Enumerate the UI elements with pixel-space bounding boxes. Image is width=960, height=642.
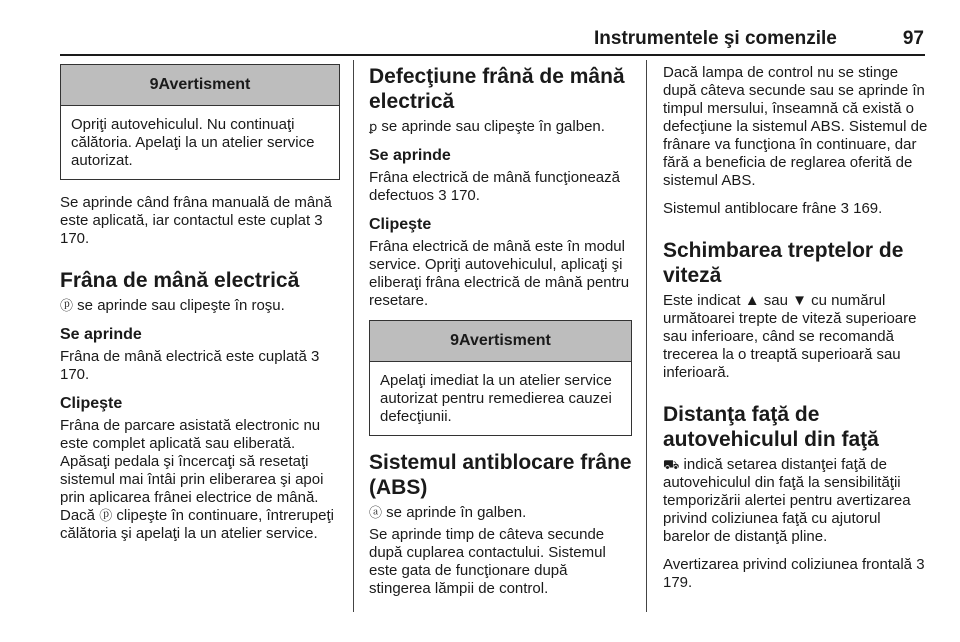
page-number: 97 <box>902 28 924 49</box>
subheading-lights: Se aprinde <box>60 326 142 343</box>
flashes-text-a: Frâna de parcare asistată electronic nu este complet aplicată sau eliberată. Apăsaţi pedala şi încercaţi să resetaţi sistemul mai întâi prin eliberarea şi apoi prin aplicarea frânei electrice de mână. Dacă <box>60 417 324 524</box>
column-divider-1 <box>353 60 354 612</box>
lead-text: se aprinde sau clipeşte în roşu. <box>73 297 285 314</box>
abs-heading: Sistemul antiblocare frâne (ABS) <box>369 451 632 499</box>
subheading-flashes: Clipeşte <box>60 395 123 412</box>
warning-title: Avertisment <box>158 76 251 93</box>
warning-header <box>61 65 339 106</box>
abs-text: Se aprinde timp de câteva secunde după cuplarea contactului. Sistemul este gata de funcţionare după stingerea lămpii de control. <box>369 526 606 597</box>
abs-continued-text: Dacă lampa de control nu se stinge după câteva secunde sau se aprinde în timpul mersului, înseamnă că există o defecţiune la sistemul ABS. Sistemul de frânare va funcţiona în continuare, dar fără a beneficia de reglarea oferită de sistemul ABS. <box>663 64 928 189</box>
header-rule <box>60 54 925 56</box>
warning-header <box>370 321 631 362</box>
page-header <box>0 26 924 52</box>
distance-lead-text: indică setarea distanţei faţă de autovehiculul din faţă la sensibilităţii temporizării alertei pentru avertizarea privind coliziunea faţă cu ajutorul barelor de distanţă pline. <box>663 456 911 545</box>
parking-brake-icon: ⓟ <box>60 298 74 313</box>
flashes-text: Frâna electrică de mână este în modul service. Opriţi autovehiculul, aplicaţi şi eliberaţi frâna electrică de mână pentru resetare. <box>369 238 630 309</box>
parking-brake-icon: ⓟ <box>99 508 113 523</box>
warning-box <box>60 64 340 180</box>
distance-lead <box>663 456 929 546</box>
warning-icon: 9 <box>450 332 459 349</box>
gear-heading: Schimbarea treptelor de viteză <box>663 239 904 287</box>
intro-paragraph: Se aprinde când frâna manuală de mână este aplicată, iar contactul este cuplat 3 170. <box>60 194 332 247</box>
section-lead <box>369 118 632 136</box>
brake-fault-icon: ꝑ <box>369 119 378 134</box>
warning-title: Avertisment <box>459 332 551 349</box>
lights-text: Frâna de mână electrică este cuplată 3 170. <box>60 348 320 383</box>
section-title: Instrumentele şi comenzile <box>594 28 837 49</box>
vehicle-distance-icon: ⛟ <box>663 457 680 472</box>
column-divider-2 <box>646 60 647 612</box>
warning-box <box>369 320 632 436</box>
warning-icon: 9 <box>149 76 159 93</box>
abs-lead-text: se aprinde în galben. <box>382 504 527 521</box>
flashes-text <box>60 417 340 543</box>
section-lead <box>60 297 340 315</box>
gear-text: Este indicat ▲ sau ▼ cu numărul următoarei trepte de viteză superioare sau inferioare, când se recomandă trecerea la o treaptă superioară sau inferioară. <box>663 292 917 381</box>
column-1 <box>60 64 340 543</box>
warning-body: Opriţi autovehiculul. Nu continuaţi călătoria. Apelaţi la un atelier service autorizat. <box>71 116 315 169</box>
subheading-lights: Se aprinde <box>369 147 451 164</box>
subheading-flashes: Clipeşte <box>369 216 432 233</box>
section-heading: Frâna de mână electrică <box>60 269 300 292</box>
section-heading: Defecţiune frână de mână electrică <box>369 65 625 113</box>
flashes-text-b: clipeşte în continuare, întrerupeţi călătoria şi apelaţi la un atelier service. <box>60 507 334 542</box>
distance-heading: Distanţa faţă de autovehiculul din faţă <box>663 403 879 451</box>
warning-body: Apelaţi imediat la un atelier service autorizat pentru remedierea cauzei defecţiunii. <box>380 372 612 425</box>
column-3 <box>663 64 929 592</box>
lights-text: Frâna electrică de mână funcţionează defectuos 3 170. <box>369 169 620 204</box>
lead-text: se aprinde sau clipeşte în galben. <box>377 118 605 135</box>
abs-reference: Sistemul antiblocare frâne 3 169. <box>663 200 883 217</box>
abs-icon: ⓐ <box>369 505 383 520</box>
column-2 <box>369 64 632 598</box>
abs-lead <box>369 504 632 522</box>
collision-reference: Avertizarea privind coliziunea frontală 3 179. <box>663 556 925 591</box>
